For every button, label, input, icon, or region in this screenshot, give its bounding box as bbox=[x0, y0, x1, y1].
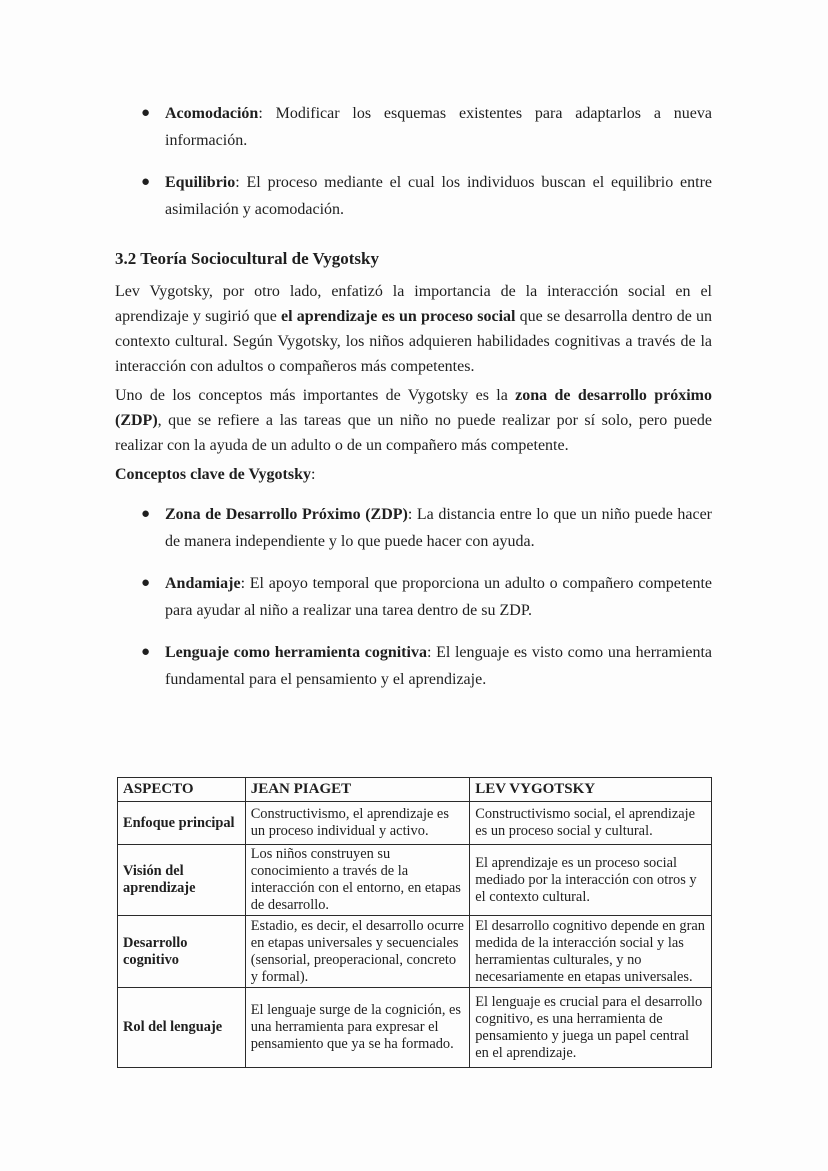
bullet-text: : La distancia entre lo que un niño puede hacer de manera independiente y lo que puede hacer con ayuda. bbox=[165, 506, 713, 550]
table-cell-piaget: Constructivismo, el aprendizaje es un proceso individual y activo. bbox=[245, 802, 470, 845]
list-item-lenguaje bbox=[115, 639, 712, 693]
table-header-row bbox=[118, 778, 712, 802]
table-cell-piaget: Los niños construyen su conocimiento a través de la interacción con el entorno, en etapas de desarrollo. bbox=[245, 845, 470, 916]
table-header-vygotsky: LEV VYGOTSKY bbox=[470, 778, 712, 802]
paragraph-bold-text: zona de desarrollo próximo (ZDP) bbox=[115, 387, 712, 429]
table-header-piaget: JEAN PIAGET bbox=[245, 778, 470, 802]
bullet-text: : Modificar los esquemas existentes para adaptarlos a nueva información. bbox=[165, 105, 712, 149]
paragraph-vygotsky-intro bbox=[115, 279, 712, 379]
bullet-term: Andamiaje bbox=[165, 575, 241, 592]
table-row bbox=[118, 916, 712, 988]
bullet-icon: ● bbox=[141, 575, 151, 591]
paragraph-bold-text: el aprendizaje es un proceso social bbox=[280, 308, 516, 325]
paragraph-text: Lev Vygotsky, por otro lado, enfatizó la importancia de la interacción social en el aprendizaje y sugirió que bbox=[115, 283, 712, 325]
comparison-table-block bbox=[117, 777, 712, 1068]
list-item-equilibrio bbox=[115, 169, 712, 223]
table-row bbox=[118, 988, 712, 1068]
table-cell-vygotsky: El desarrollo cognitivo depende en gran medida de la interacción social y las herramientas culturales, y no necesariamente en etapas universales. bbox=[470, 916, 712, 988]
paragraph-text: Uno de los conceptos más importantes de Vygotsky es la bbox=[115, 387, 516, 404]
text-block bbox=[115, 0, 712, 693]
list-item-zdp bbox=[115, 501, 712, 555]
concepts-heading-bold: Conceptos clave de Vygotsky bbox=[115, 466, 312, 483]
table-header-aspecto: ASPECTO bbox=[118, 778, 246, 802]
piaget-concepts-bullet-list bbox=[115, 100, 712, 223]
paragraph-text: , que se refiere a las tareas que un niño no puede realizar por sí solo, pero puede realizar con la ayuda de un adulto o de un compañero más competente. bbox=[115, 412, 712, 454]
table-cell-vygotsky: El aprendizaje es un proceso social mediado por la interacción con otros y el contexto cultural. bbox=[470, 845, 712, 916]
concepts-heading-suffix: : bbox=[311, 466, 316, 483]
bullet-icon: ● bbox=[141, 644, 151, 660]
bullet-icon: ● bbox=[141, 105, 151, 121]
table-cell-aspect: Enfoque principal bbox=[118, 802, 246, 845]
bullet-text: : El apoyo temporal que proporciona un adulto o compañero competente para ayudar al niño a realizar una tarea dentro de su ZDP. bbox=[165, 575, 712, 619]
table-cell-piaget: Estadio, es decir, el desarrollo ocurre en etapas universales y secuenciales (sensorial, preoperacional, concreto y formal). bbox=[245, 916, 470, 988]
table-cell-aspect: Rol del lenguaje bbox=[118, 988, 246, 1068]
bullet-icon: ● bbox=[141, 506, 151, 522]
list-item-acomodacion bbox=[115, 100, 712, 154]
table-cell-aspect: Desarrollo cognitivo bbox=[118, 916, 246, 988]
table-cell-aspect: Visión del aprendizaje bbox=[118, 845, 246, 916]
table-row bbox=[118, 802, 712, 845]
table-cell-vygotsky: Constructivismo social, el aprendizaje es un proceso social y cultural. bbox=[470, 802, 712, 845]
bullet-term: Lenguaje como herramienta cognitiva bbox=[165, 644, 427, 661]
table-cell-piaget: El lenguaje surge de la cognición, es una herramienta para expresar el pensamiento que ya se ha formado. bbox=[245, 988, 470, 1068]
paragraph-zdp bbox=[115, 383, 712, 458]
paragraph-text: que se desarrolla dentro de un contexto cultural. Según Vygotsky, los niños adquieren habilidades cognitivas a través de la interacción con adultos o compañeros más competentes. bbox=[115, 308, 713, 375]
comparison-table bbox=[117, 777, 712, 1068]
bullet-term: Acomodación bbox=[165, 105, 259, 122]
section-heading: 3.2 Teoría Sociocultural de Vygotsky bbox=[115, 249, 380, 268]
list-item-andamiaje bbox=[115, 570, 712, 624]
bullet-term: Equilibrio bbox=[165, 174, 236, 191]
bullet-icon: ● bbox=[141, 174, 151, 190]
concepts-heading bbox=[115, 462, 712, 487]
vygotsky-concepts-bullet-list bbox=[115, 501, 712, 693]
bullet-term: Zona de Desarrollo Próximo (ZDP) bbox=[165, 506, 408, 523]
table-cell-vygotsky: El lenguaje es crucial para el desarrollo cognitivo, es una herramienta de pensamiento y juega un papel central en el aprendizaje. bbox=[470, 988, 712, 1068]
bullet-text: : El proceso mediante el cual los individuos buscan el equilibrio entre asimilación y acomodación. bbox=[165, 174, 712, 218]
bullet-text: : El lenguaje es visto como una herramienta fundamental para el pensamiento y el aprendizaje. bbox=[165, 644, 713, 688]
table-row bbox=[118, 845, 712, 916]
